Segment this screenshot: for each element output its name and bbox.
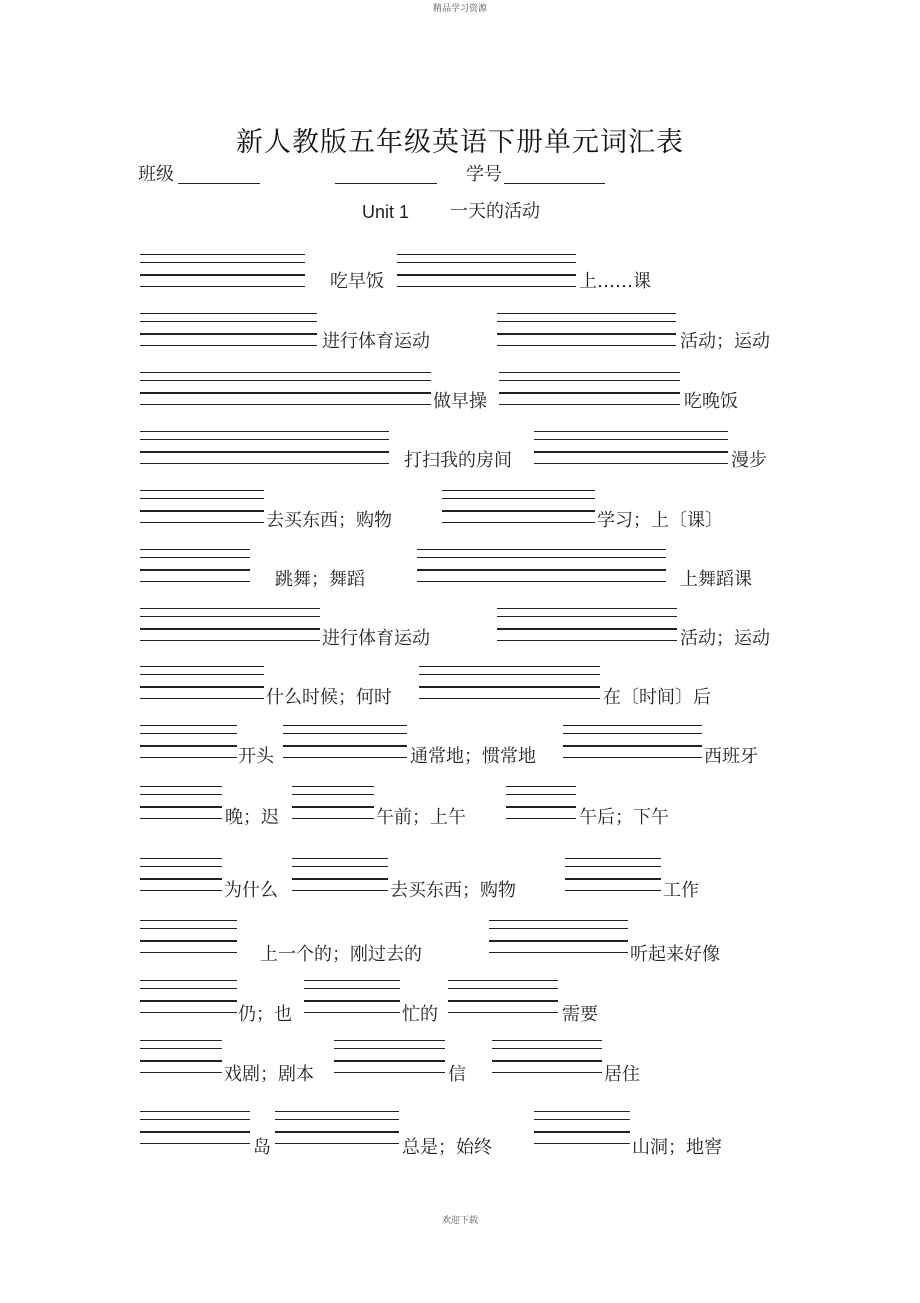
writing-line-group[interactable] — [304, 980, 400, 1014]
writing-line — [334, 1072, 445, 1073]
writing-line-group[interactable] — [563, 725, 702, 759]
writing-line — [140, 1143, 250, 1144]
writing-line — [397, 286, 576, 287]
writing-line — [140, 1072, 222, 1073]
writing-line — [442, 510, 595, 512]
writing-line — [419, 674, 600, 675]
unit-topic: 一天的活动 — [450, 201, 540, 222]
writing-line — [140, 866, 222, 867]
writing-line — [140, 345, 317, 346]
writing-line-group[interactable] — [292, 786, 374, 820]
writing-line — [497, 616, 677, 617]
unit-name: Unit 1 — [362, 202, 410, 222]
writing-line-group[interactable] — [140, 608, 320, 642]
writing-line — [417, 557, 666, 558]
writing-line — [140, 439, 389, 440]
writing-line — [283, 725, 407, 726]
writing-line — [417, 569, 666, 571]
writing-line — [140, 392, 431, 394]
writing-line — [417, 581, 666, 582]
vocab-meaning: 吃晚饭 — [684, 391, 738, 412]
writing-line — [140, 372, 431, 373]
writing-line — [492, 1060, 602, 1062]
writing-line — [275, 1111, 399, 1112]
writing-line — [499, 392, 680, 394]
writing-line — [140, 510, 264, 512]
writing-line — [283, 757, 407, 758]
writing-line — [506, 818, 576, 819]
writing-line-group[interactable] — [140, 1040, 222, 1074]
vocab-meaning: 山洞；地窖 — [632, 1137, 722, 1158]
writing-line — [304, 1012, 400, 1013]
writing-line — [275, 1119, 399, 1120]
vocab-meaning: 通常地；惯常地 — [410, 746, 536, 767]
writing-line-group[interactable] — [140, 549, 250, 583]
writing-line — [140, 698, 264, 699]
writing-line — [140, 1000, 237, 1002]
writing-line — [140, 254, 305, 255]
writing-line — [419, 666, 600, 667]
writing-line — [275, 1143, 399, 1144]
writing-line — [534, 1111, 630, 1112]
writing-line — [563, 757, 702, 758]
writing-line-group[interactable] — [419, 666, 600, 700]
writing-line-group[interactable] — [442, 490, 595, 524]
writing-line — [140, 333, 317, 335]
writing-line — [497, 628, 677, 630]
vocab-meaning: 晚；迟 — [225, 807, 279, 828]
writing-line — [417, 549, 666, 550]
writing-line-group[interactable] — [140, 858, 222, 892]
writing-line — [419, 698, 600, 699]
writing-line-group[interactable] — [140, 725, 237, 759]
writing-line-group[interactable] — [140, 980, 237, 1014]
writing-line-group[interactable] — [140, 786, 222, 820]
writing-line-group[interactable] — [140, 254, 305, 288]
writing-line — [140, 745, 237, 747]
writing-line — [448, 1000, 558, 1002]
writing-line — [334, 1048, 445, 1049]
writing-line — [140, 858, 222, 859]
writing-line — [563, 745, 702, 747]
writing-line — [140, 674, 264, 675]
writing-line — [140, 490, 264, 491]
writing-line — [140, 920, 237, 921]
page-title: 新人教版五年级英语下册单元词汇表 — [236, 127, 684, 158]
writing-line — [140, 404, 431, 405]
vocab-meaning: 上一个的；刚过去的 — [260, 944, 422, 965]
writing-line — [534, 1143, 630, 1144]
writing-line — [140, 794, 222, 795]
writing-line — [489, 952, 628, 953]
writing-line — [442, 498, 595, 499]
writing-line — [534, 463, 728, 464]
writing-line — [140, 733, 237, 734]
writing-line-group[interactable] — [534, 1111, 630, 1145]
writing-line-group[interactable] — [140, 1111, 250, 1145]
writing-line — [563, 725, 702, 726]
writing-line — [140, 1048, 222, 1049]
writing-line — [140, 786, 222, 787]
writing-line — [489, 928, 628, 929]
writing-line — [140, 1060, 222, 1062]
vocab-meaning: 午前；上午 — [376, 807, 466, 828]
vocab-meaning: 听起来好像 — [630, 944, 720, 965]
writing-line — [419, 686, 600, 688]
writing-line — [334, 1060, 445, 1062]
vocab-meaning: 需要 — [562, 1004, 598, 1025]
vocab-meaning: 信 — [448, 1064, 466, 1085]
writing-line — [506, 794, 576, 795]
writing-line — [140, 818, 222, 819]
vocab-meaning: 做早操 — [433, 391, 487, 412]
writing-line-group[interactable] — [397, 254, 576, 288]
writing-line — [497, 333, 676, 335]
writing-line — [140, 557, 250, 558]
writing-line — [489, 920, 628, 921]
writing-line — [448, 980, 558, 981]
vocab-meaning: 在〔时间〕后 — [603, 687, 711, 708]
writing-line — [140, 1040, 222, 1041]
vocab-meaning: 为什么 — [224, 880, 278, 901]
writing-line-group[interactable] — [499, 372, 680, 406]
footer-note: 欢迎下载 — [441, 1216, 478, 1226]
writing-line — [140, 274, 305, 276]
writing-line — [304, 1000, 400, 1002]
writing-line — [140, 1119, 250, 1120]
class-blank[interactable] — [178, 183, 260, 184]
writing-line-group[interactable] — [140, 372, 431, 406]
writing-line — [492, 1040, 602, 1041]
writing-line-group[interactable] — [497, 608, 677, 642]
writing-line — [140, 988, 237, 989]
writing-line — [140, 1131, 250, 1133]
writing-line — [140, 757, 237, 758]
writing-line — [448, 988, 558, 989]
writing-line — [140, 498, 264, 499]
header-note: 精品学习资源 — [432, 4, 487, 14]
writing-line — [275, 1131, 399, 1133]
writing-line — [448, 1012, 558, 1013]
writing-line-group[interactable] — [292, 858, 388, 892]
writing-line — [565, 878, 661, 880]
vocab-meaning: 上舞蹈课 — [680, 569, 752, 590]
writing-line-group[interactable] — [534, 431, 728, 465]
writing-line — [283, 733, 407, 734]
vocab-meaning: 进行体育运动 — [322, 628, 430, 649]
writing-line — [140, 463, 389, 464]
writing-line — [506, 786, 576, 787]
vocab-meaning: 什么时候；何时 — [266, 687, 392, 708]
vocab-meaning: 仍；也 — [238, 1004, 292, 1025]
writing-line — [397, 274, 576, 276]
name-blank[interactable] — [335, 183, 437, 184]
vocab-meaning: 活动；运动 — [680, 331, 770, 352]
writing-line — [283, 745, 407, 747]
writing-line-group[interactable] — [497, 313, 676, 347]
writing-line — [140, 616, 320, 617]
writing-line — [292, 818, 374, 819]
writing-line-group[interactable] — [140, 431, 389, 465]
vocab-meaning: 忙的 — [402, 1004, 438, 1025]
writing-line — [292, 786, 374, 787]
vocab-meaning: 西班牙 — [704, 746, 758, 767]
vocab-meaning: 进行体育运动 — [322, 331, 430, 352]
writing-line — [140, 640, 320, 641]
writing-line — [397, 262, 576, 263]
writing-line-group[interactable] — [275, 1111, 399, 1145]
writing-line — [442, 522, 595, 523]
vocab-meaning: 去买东西；购物 — [266, 510, 392, 531]
writing-line — [563, 733, 702, 734]
vocab-meaning: 岛 — [253, 1137, 271, 1158]
writing-line — [140, 1012, 237, 1013]
vocab-meaning: 总是；始终 — [402, 1137, 492, 1158]
writing-line — [497, 608, 677, 609]
writing-line-group[interactable] — [417, 549, 666, 583]
vocab-meaning: 漫步 — [731, 450, 767, 471]
vocab-meaning: 吃早饭 — [330, 271, 384, 292]
student-id-label: 学号 — [466, 164, 502, 185]
writing-line — [565, 858, 661, 859]
writing-line — [140, 321, 317, 322]
writing-line — [140, 608, 320, 609]
writing-line — [304, 988, 400, 989]
writing-line — [140, 666, 264, 667]
writing-line — [492, 1048, 602, 1049]
vocab-meaning: 打扫我的房间 — [404, 450, 512, 471]
writing-line — [140, 628, 320, 630]
vocab-meaning: 跳舞；舞蹈 — [275, 569, 365, 590]
writing-line — [442, 490, 595, 491]
writing-line — [140, 380, 431, 381]
writing-line — [140, 980, 237, 981]
writing-line-group[interactable] — [448, 980, 558, 1014]
writing-line — [140, 313, 317, 314]
writing-line-group[interactable] — [334, 1040, 445, 1074]
vocab-meaning: 去买东西；购物 — [390, 880, 516, 901]
vocab-meaning: 上……课 — [579, 271, 651, 292]
writing-line — [140, 581, 250, 582]
writing-line-group[interactable] — [489, 920, 628, 954]
writing-line-group[interactable] — [506, 786, 576, 820]
writing-line-group[interactable] — [283, 725, 407, 759]
vocab-meaning: 活动；运动 — [680, 628, 770, 649]
writing-line — [140, 806, 222, 808]
writing-line — [140, 522, 264, 523]
vocab-meaning: 学习；上〔课〕 — [597, 510, 723, 531]
writing-line — [140, 569, 250, 571]
writing-line — [140, 940, 237, 942]
writing-line — [140, 725, 237, 726]
writing-line — [497, 640, 677, 641]
vocab-meaning: 工作 — [663, 880, 699, 901]
writing-line — [489, 940, 628, 942]
writing-line-group[interactable] — [140, 490, 264, 524]
writing-line — [506, 806, 576, 808]
writing-line — [292, 794, 374, 795]
student-id-blank[interactable] — [504, 183, 605, 184]
writing-line-group[interactable] — [140, 313, 317, 347]
writing-line — [334, 1040, 445, 1041]
writing-line — [497, 313, 676, 314]
writing-line — [140, 262, 305, 263]
writing-line — [492, 1072, 602, 1073]
writing-line-group[interactable] — [140, 920, 237, 954]
writing-line — [140, 890, 222, 891]
writing-line — [292, 878, 388, 880]
class-label: 班级 — [138, 164, 174, 185]
vocab-meaning: 居住 — [604, 1064, 640, 1085]
writing-line — [499, 372, 680, 373]
writing-line — [140, 1111, 250, 1112]
writing-line — [565, 866, 661, 867]
writing-line — [140, 928, 237, 929]
writing-line — [499, 404, 680, 405]
writing-line — [140, 431, 389, 432]
writing-line — [292, 858, 388, 859]
writing-line — [534, 439, 728, 440]
vocab-meaning: 戏剧；剧本 — [224, 1064, 314, 1085]
writing-line — [292, 890, 388, 891]
writing-line — [304, 980, 400, 981]
writing-line — [140, 451, 389, 453]
writing-line — [534, 1119, 630, 1120]
writing-line — [140, 952, 237, 953]
writing-line — [499, 380, 680, 381]
vocab-meaning: 午后；下午 — [579, 807, 669, 828]
writing-line — [534, 431, 728, 432]
writing-line — [534, 1131, 630, 1133]
writing-line — [565, 890, 661, 891]
vocab-meaning: 开头 — [238, 746, 274, 767]
writing-line — [534, 451, 728, 453]
writing-line-group[interactable] — [492, 1040, 602, 1074]
writing-line — [140, 549, 250, 550]
writing-line — [397, 254, 576, 255]
writing-line — [497, 321, 676, 322]
writing-line — [140, 878, 222, 880]
writing-line — [140, 686, 264, 688]
writing-line — [292, 806, 374, 808]
writing-line — [497, 345, 676, 346]
writing-line — [140, 286, 305, 287]
writing-line-group[interactable] — [565, 858, 661, 892]
writing-line — [292, 866, 388, 867]
writing-line-group[interactable] — [140, 666, 264, 700]
